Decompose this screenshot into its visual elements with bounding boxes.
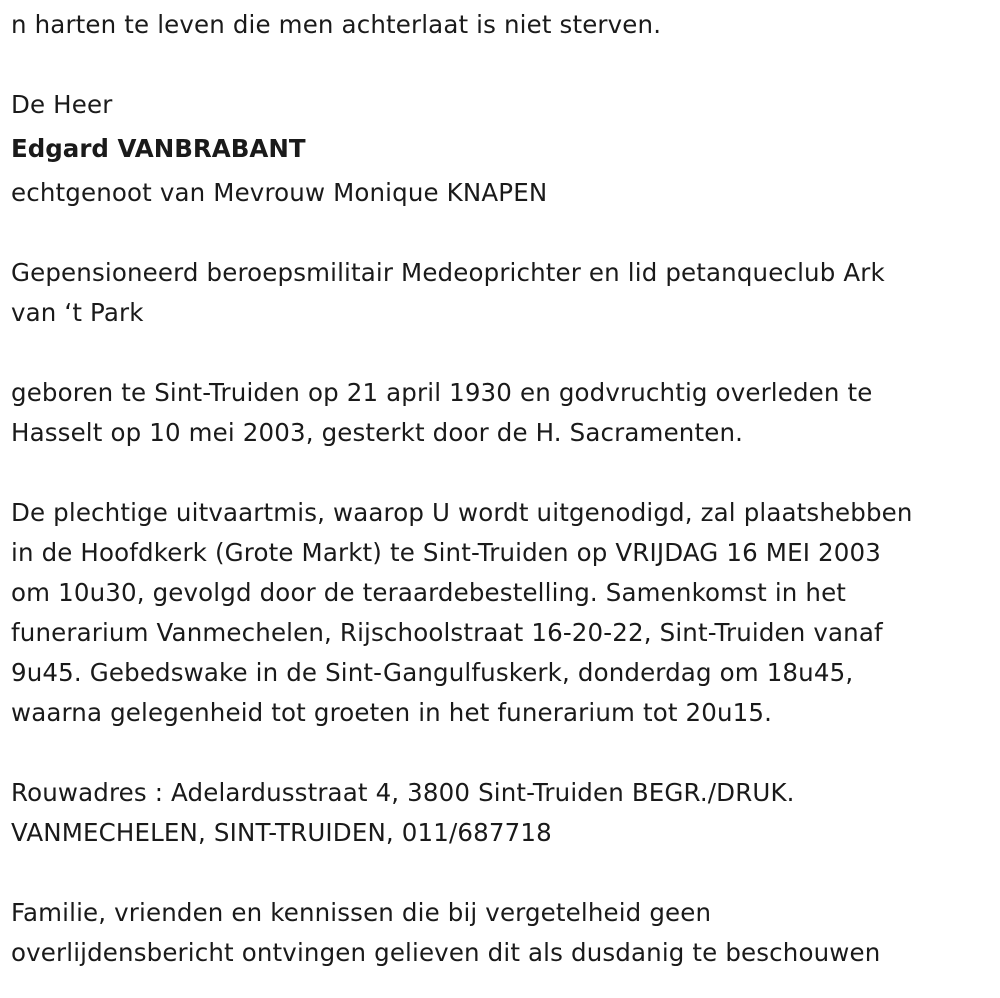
funeral-line: in de Hoofdkerk (Grote Markt) te Sint-Truiden op VRIJDAG 16 MEI 2003 — [11, 538, 881, 567]
spacer — [11, 333, 986, 373]
birth-death-paragraph — [11, 373, 986, 453]
funeral-paragraph — [11, 493, 986, 733]
birth-death-line: geboren te Sint-Truiden op 21 april 1930 en godvruchtig overleden te — [11, 378, 873, 407]
spacer — [11, 733, 986, 773]
address-line: Rouwadres : Adelardusstraat 4, 3800 Sint-Truiden BEGR./DRUK. — [11, 778, 795, 807]
funeral-line: waarna gelegenheid tot groeten in het funerarium tot 20u15. — [11, 698, 773, 727]
occupation-paragraph — [11, 253, 986, 333]
spouse-line: echtgenoot van Mevrouw Monique KNAPEN — [11, 178, 548, 207]
spacer — [11, 453, 986, 493]
closing-paragraph — [11, 893, 986, 973]
address-line: VANMECHELEN, SINT-TRUIDEN, 011/687718 — [11, 818, 552, 847]
salutation: De Heer — [11, 90, 113, 119]
spacer — [11, 853, 986, 893]
funeral-line: funerarium Vanmechelen, Rijschoolstraat 16-20-22, Sint-Truiden vanaf — [11, 618, 883, 647]
birth-death-line: Hasselt op 10 mei 2003, gesterkt door de H. Sacramenten. — [11, 418, 744, 447]
occupation-line: Gepensioneerd beroepsmilitair Medeoprichter en lid petanqueclub Ark — [11, 258, 885, 287]
spacer — [11, 45, 986, 85]
funeral-line: om 10u30, gevolgd door de teraardebestelling. Samenkomst in het — [11, 578, 847, 607]
closing-line: overlijdensbericht ontvingen gelieven dit als dusdanig te beschouwen — [11, 938, 881, 967]
occupation-line: van ‘t Park — [11, 298, 144, 327]
intro-line: n harten te leven die men achterlaat is niet sterven. — [11, 10, 662, 39]
funeral-line: De plechtige uitvaartmis, waarop U wordt uitgenodigd, zal plaatshebben — [11, 498, 913, 527]
spacer — [11, 213, 986, 253]
obituary-document — [11, 0, 986, 973]
address-paragraph — [11, 773, 986, 853]
funeral-line: 9u45. Gebedswake in de Sint-Gangulfuskerk, donderdag om 18u45, — [11, 658, 854, 687]
closing-line: Familie, vrienden en kennissen die bij vergetelheid geen — [11, 898, 712, 927]
deceased-name: Edgard VANBRABANT — [11, 134, 306, 163]
